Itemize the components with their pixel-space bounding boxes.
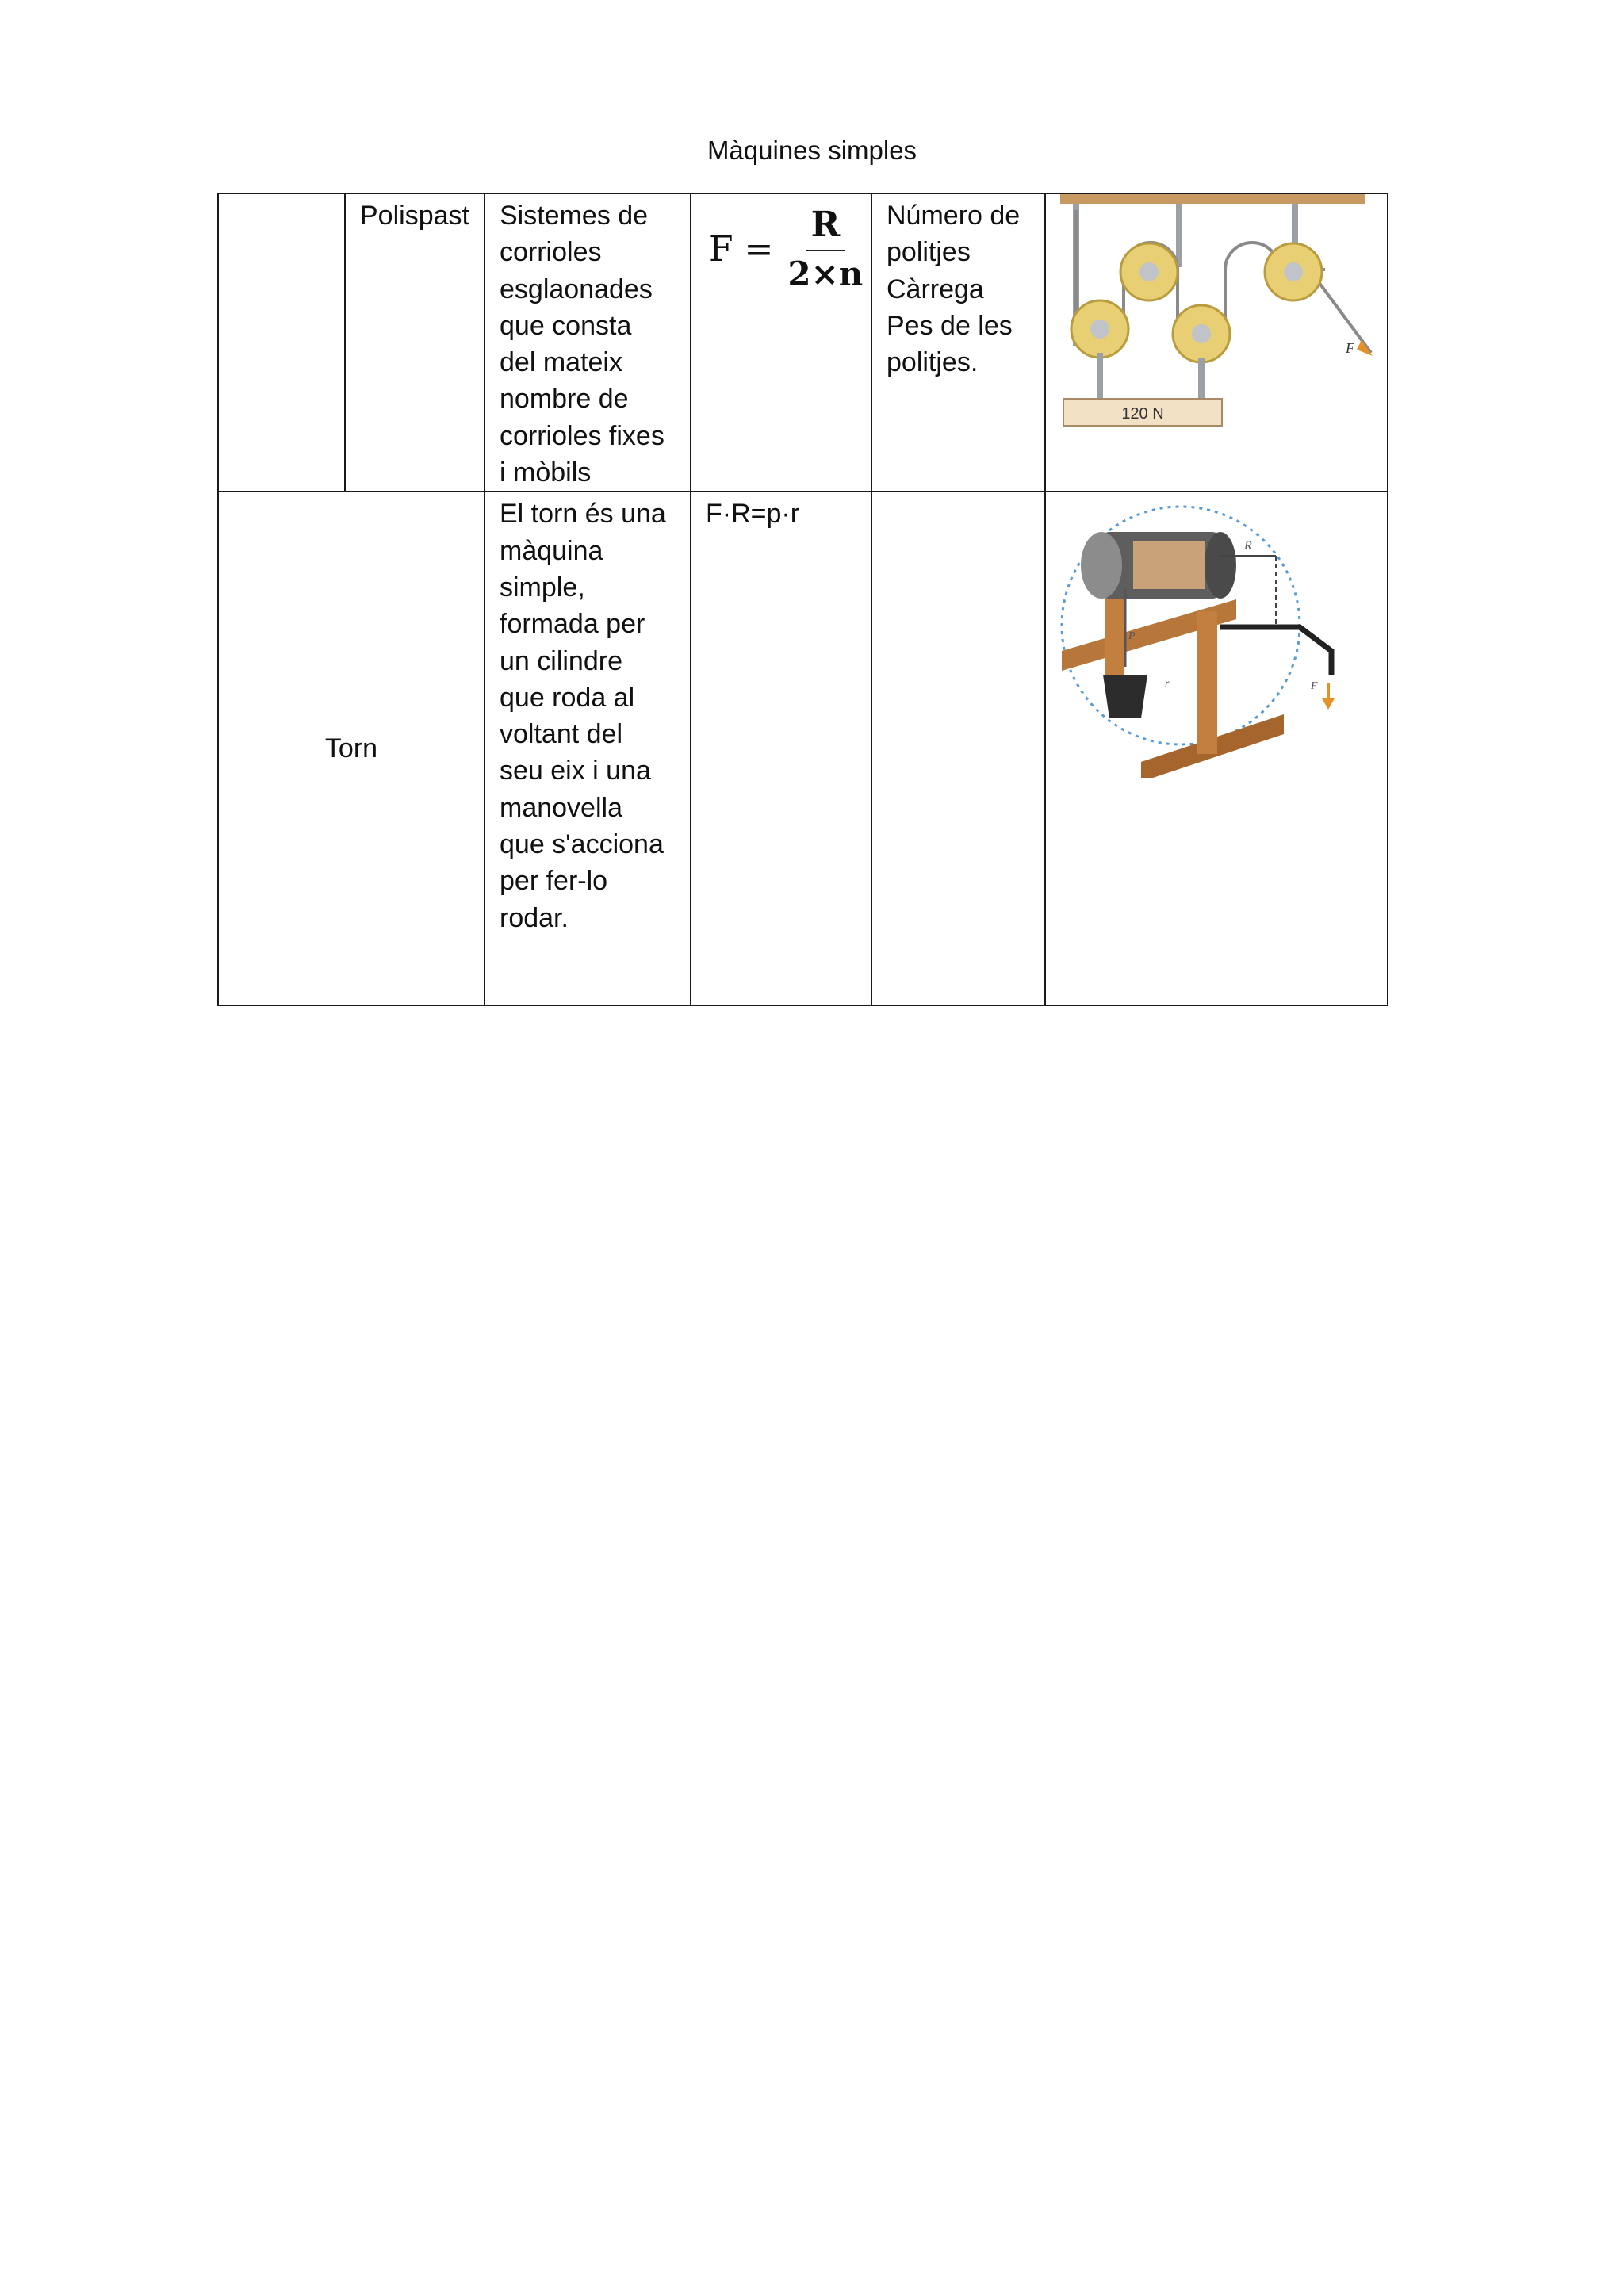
movable-pulley-1-axle [1090,320,1109,339]
drum-end-right [1205,532,1236,599]
machine-name: Polispast [360,201,469,231]
fixed-pulley-1-axle [1139,262,1159,281]
small-radius-label: r [1165,678,1170,691]
variables-cell [871,193,1045,492]
ceiling-beam [1060,194,1365,204]
description-cell [485,193,691,492]
description-text: Sistemes de corrioles esglaonades que consta del mateix nombre de corrioles fixes i mòbils [500,201,665,488]
force-arrow-icon [1322,698,1335,710]
movable-pulley-2-axle [1192,324,1211,343]
machine-name-cell [345,193,485,492]
pulley-block-illustration-icon [1046,194,1388,487]
load-hanger-2 [1198,358,1205,400]
variables-cell [871,492,1045,1005]
drum-end [1081,532,1122,599]
formula-fraction [784,205,866,294]
formula-numerator: R [806,205,845,251]
right-post [1197,611,1217,754]
fixed-pulley-1-hanger [1176,204,1182,267]
windlass-illustration-icon [1046,492,1388,778]
bucket [1103,675,1147,718]
table-row-torn [218,492,1388,1005]
load-hanger-1 [1097,353,1103,400]
variables-text: Número de politjes Càrrega Pes de les politjes. [887,201,1021,378]
page-title: Màquines simples [707,136,917,165]
machine-name: Torn [324,733,378,764]
force-label: F [1311,680,1318,693]
machines-table [217,193,1388,1006]
category-cell [218,193,345,492]
formula-denominator: 2×n [787,254,864,293]
load-label: 120 N [1121,405,1164,423]
left-post [1105,587,1124,675]
fixed-pulley-2-axle [1284,262,1303,281]
crank-handle [1220,627,1331,675]
description-cell [485,492,691,1005]
radius-label: R [1244,539,1252,553]
formula-lhs: F = [709,229,774,270]
machine-name-cell [218,492,485,1005]
formula-cell [691,492,871,1005]
rope-pull [1312,274,1371,353]
table-row-polispast [218,193,1388,492]
force-label: F [1346,340,1354,356]
image-cell [1045,193,1388,492]
description-text: El torn és una màquina simple, formada per un cilindre que roda al voltant del seu eix i una manovella que s'acciona per fer-lo rodar. [500,499,666,933]
image-cell [1045,492,1388,1005]
formula-cell [691,193,871,492]
weight-label: P [1128,630,1136,643]
polispast-formula [691,194,871,294]
drum-rope-wrap [1133,541,1205,589]
torn-formula: F·R=p·r [706,499,800,530]
